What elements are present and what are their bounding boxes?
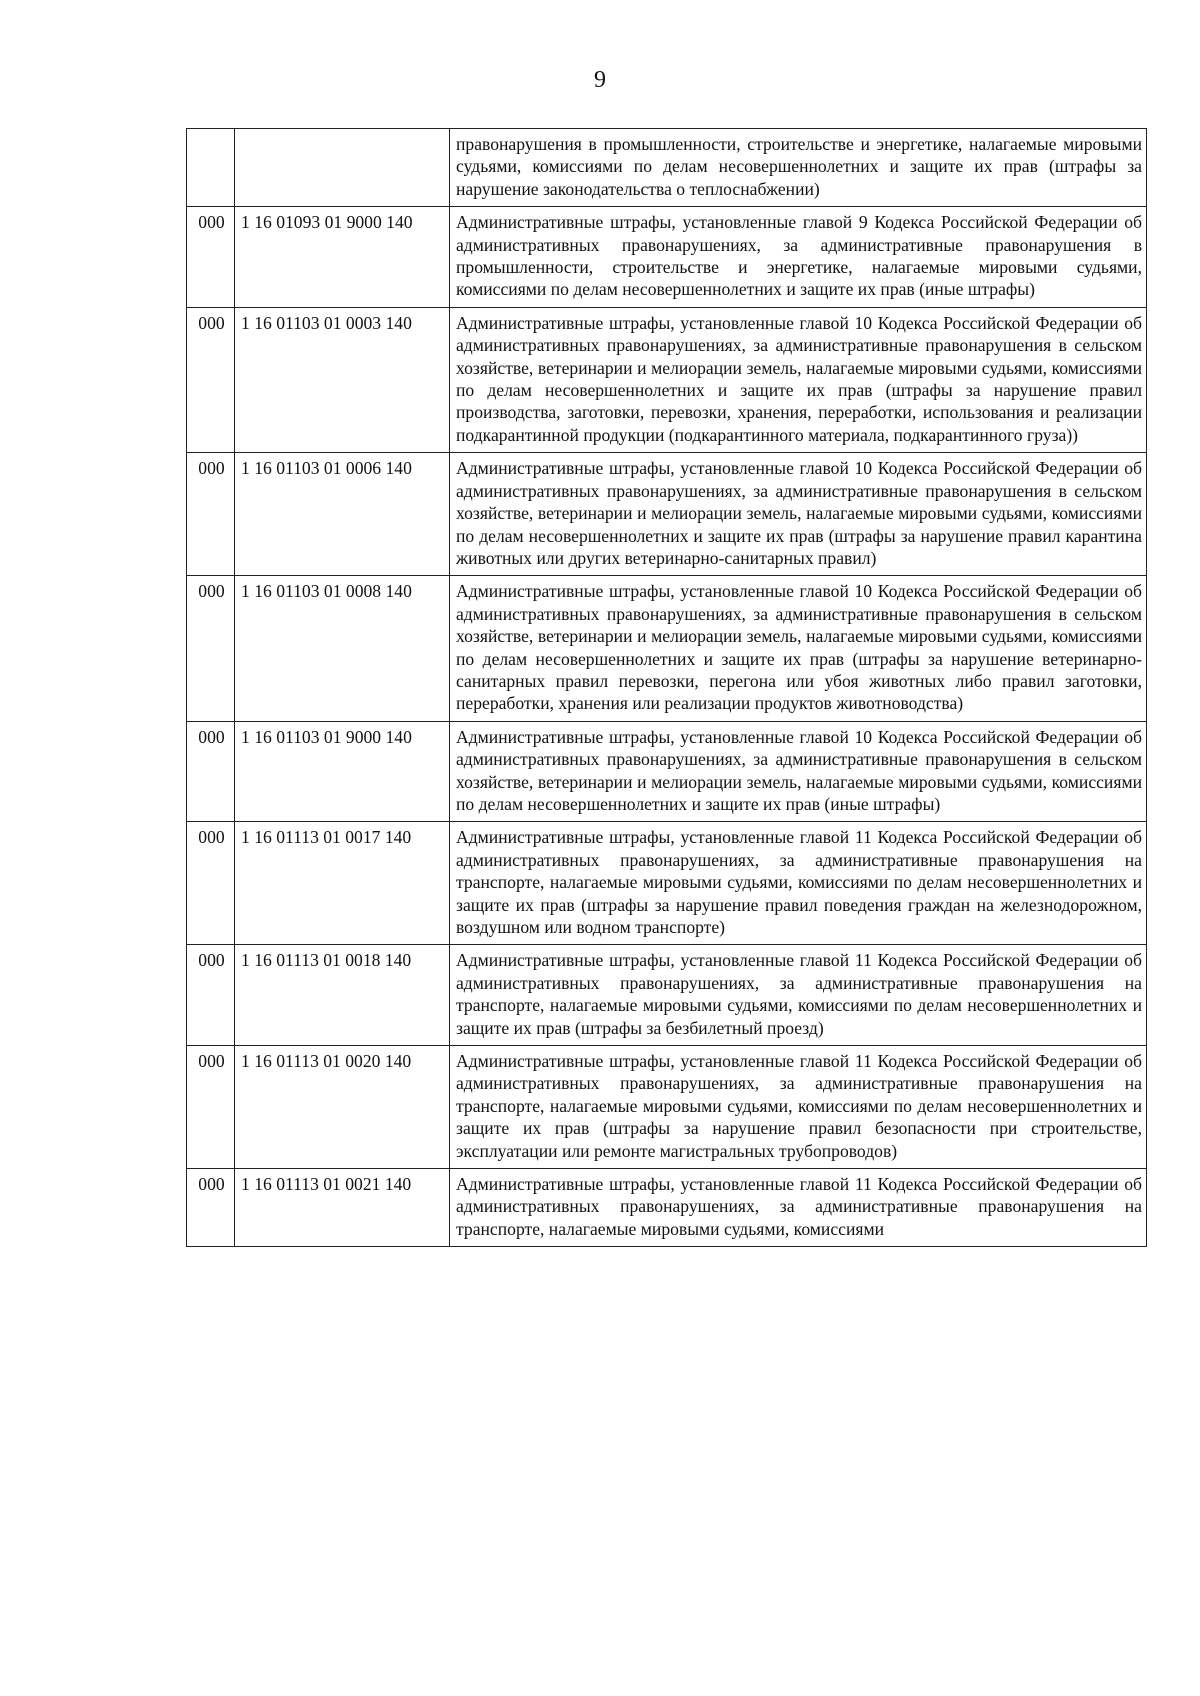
table-row — [187, 207, 1147, 308]
admin-code-cell: 000 — [187, 945, 235, 1046]
budget-code-cell: 1 16 01103 01 0008 140 — [235, 576, 450, 721]
table-row — [187, 1169, 1147, 1247]
description-cell: Административные штрафы, установленные главой 10 Кодекса Российской Федерации об административных правонарушениях, за административные правонарушения в сельском хозяйстве, ветеринарии и мелиорации земель, налагаемые мировыми судьями, комиссиями по делам несовершеннолетних и защите их прав (штрафы за нарушение ветеринарно-санитарных правил перевозки, перегона или убоя животных либо правил заготовки, переработки, хранения или реализации продуктов животноводства) — [450, 576, 1147, 721]
admin-code-cell: 000 — [187, 453, 235, 576]
admin-code-cell: 000 — [187, 307, 235, 452]
budget-code-cell — [235, 129, 450, 207]
description-cell: Административные штрафы, установленные главой 10 Кодекса Российской Федерации об административных правонарушениях, за административные правонарушения в сельском хозяйстве, ветеринарии и мелиорации земель, налагаемые мировыми судьями, комиссиями по делам несовершеннолетних и защите их прав (штрафы за нарушение правил производства, заготовки, перевозки, хранения, переработки, использования и реализации подкарантинной продукции (подкарантинного материала, подкарантинного груза)) — [450, 307, 1147, 452]
page-number: 9 — [594, 67, 606, 93]
budget-code-cell: 1 16 01103 01 9000 140 — [235, 721, 450, 822]
table-row — [187, 945, 1147, 1046]
admin-code-cell: 000 — [187, 822, 235, 945]
description-cell: Административные штрафы, установленные главой 11 Кодекса Российской Федерации об административных правонарушениях, за административные правонарушения на транспорте, налагаемые мировыми судьями, комиссиями по делам несовершеннолетних и защите их прав (штрафы за нарушение правил поведения граждан на железнодорожном, воздушном или водном транспорте) — [450, 822, 1147, 945]
table-row — [187, 1046, 1147, 1169]
admin-code-cell: 000 — [187, 207, 235, 308]
admin-code-cell — [187, 129, 235, 207]
budget-code-cell: 1 16 01113 01 0021 140 — [235, 1169, 450, 1247]
budget-code-cell: 1 16 01103 01 0003 140 — [235, 307, 450, 452]
table-row — [187, 129, 1147, 207]
table-row — [187, 576, 1147, 721]
table-row — [187, 721, 1147, 822]
admin-code-cell: 000 — [187, 1169, 235, 1247]
admin-code-cell: 000 — [187, 1046, 235, 1169]
budget-code-cell: 1 16 01113 01 0020 140 — [235, 1046, 450, 1169]
description-cell: Административные штрафы, установленные главой 11 Кодекса Российской Федерации об административных правонарушениях, за административные правонарушения на транспорте, налагаемые мировыми судьями, комиссиями по делам несовершеннолетних и защите их прав (штрафы за безбилетный проезд) — [450, 945, 1147, 1046]
budget-code-cell: 1 16 01113 01 0018 140 — [235, 945, 450, 1046]
table-row — [187, 822, 1147, 945]
description-cell: Административные штрафы, установленные главой 10 Кодекса Российской Федерации об административных правонарушениях, за административные правонарушения в сельском хозяйстве, ветеринарии и мелиорации земель, налагаемые мировыми судьями, комиссиями по делам несовершеннолетних и защите их прав (иные штрафы) — [450, 721, 1147, 822]
admin-code-cell: 000 — [187, 576, 235, 721]
description-cell: Административные штрафы, установленные главой 10 Кодекса Российской Федерации об административных правонарушениях, за административные правонарушения в сельском хозяйстве, ветеринарии и мелиорации земель, налагаемые мировыми судьями, комиссиями по делам несовершеннолетних и защите их прав (штрафы за нарушение правил карантина животных или других ветеринарно-санитарных правил) — [450, 453, 1147, 576]
description-cell: Административные штрафы, установленные главой 9 Кодекса Российской Федерации об административных правонарушениях, за административные правонарушения в промышленности, строительстве и энергетике, налагаемые мировыми судьями, комиссиями по делам несовершеннолетних и защите их прав (иные штрафы) — [450, 207, 1147, 308]
budget-code-cell: 1 16 01093 01 9000 140 — [235, 207, 450, 308]
table-row — [187, 307, 1147, 452]
description-cell: Административные штрафы, установленные главой 11 Кодекса Российской Федерации об административных правонарушениях, за административные правонарушения на транспорте, налагаемые мировыми судьями, комиссиями — [450, 1169, 1147, 1247]
description-cell: Административные штрафы, установленные главой 11 Кодекса Российской Федерации об административных правонарушениях, за административные правонарушения на транспорте, налагаемые мировыми судьями, комиссиями по делам несовершеннолетних и защите их прав (штрафы за нарушение правил безопасности при строительстве, эксплуатации или ремонте магистральных трубопроводов) — [450, 1046, 1147, 1169]
budget-code-cell: 1 16 01113 01 0017 140 — [235, 822, 450, 945]
table-body — [187, 129, 1147, 1247]
table-row — [187, 453, 1147, 576]
budget-code-cell: 1 16 01103 01 0006 140 — [235, 453, 450, 576]
revenue-codes-table — [186, 128, 1147, 1247]
description-cell: правонарушения в промышленности, строительстве и энергетике, налагаемые мировыми судьями, комиссиями по делам несовершеннолетних и защите их прав (штрафы за нарушение законодательства о теплоснабжении) — [450, 129, 1147, 207]
admin-code-cell: 000 — [187, 721, 235, 822]
